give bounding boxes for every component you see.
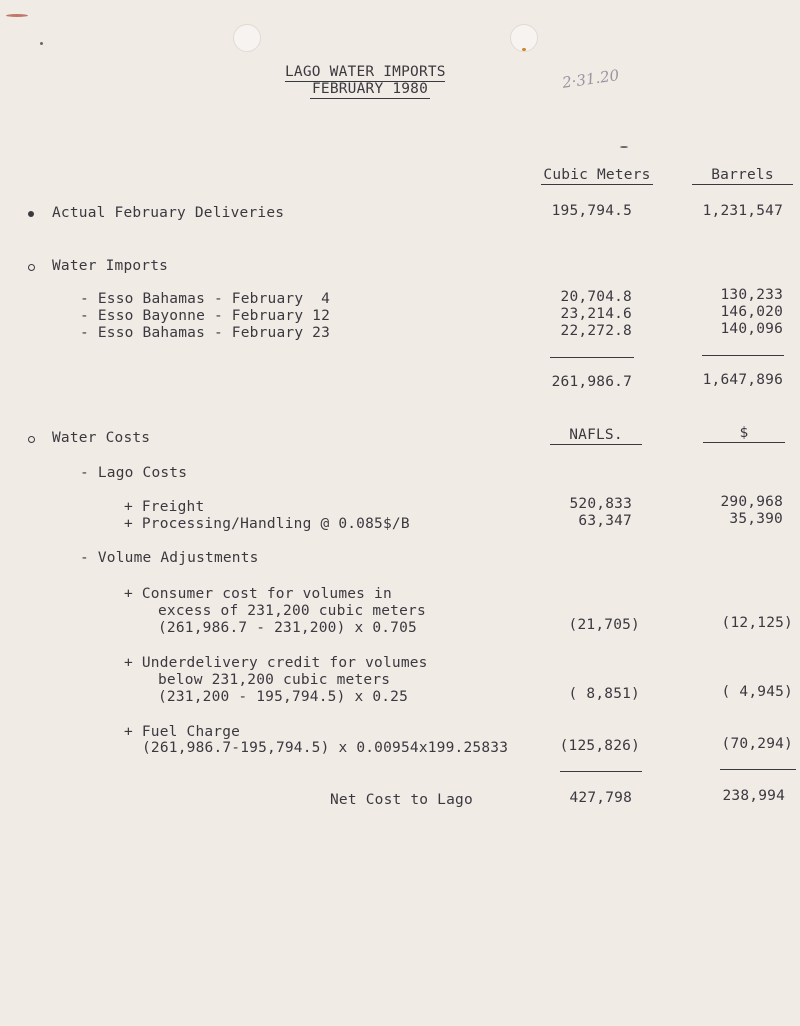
net-cost-nafls: 427,798 <box>569 790 632 806</box>
import-row-cubic-meters: 23,214.6 <box>560 306 632 322</box>
costs-heading: Water Costs <box>52 430 151 446</box>
consumer-cost-dollars: (12,125) <box>721 615 793 631</box>
deliveries-label: Actual February Deliveries <box>52 205 285 221</box>
fuel-charge-nafls: (125,826) <box>559 738 640 754</box>
paper-speck <box>620 146 628 148</box>
underdelivery-line: + Underdelivery credit for volumes <box>124 655 428 671</box>
underdelivery-nafls: ( 8,851) <box>568 686 640 702</box>
document-subtitle: FEBRUARY 1980 <box>311 81 429 97</box>
import-row-barrels: 130,233 <box>720 287 783 303</box>
processing-nafls: 63,347 <box>578 513 632 529</box>
paper-speck <box>522 48 526 51</box>
underdelivery-dollars: ( 4,945) <box>721 684 793 700</box>
lago-costs-heading: - Lago Costs <box>80 465 188 481</box>
consumer-cost-nafls: (21,705) <box>568 617 640 633</box>
import-row-cubic-meters: 22,272.8 <box>560 323 632 339</box>
imports-heading: Water Imports <box>52 258 169 274</box>
import-row-label: - Esso Bahamas - February 23 <box>80 325 331 341</box>
fuel-charge-line: (261,986.7-195,794.5) x 0.00954x199.25833 <box>142 740 509 756</box>
import-row-barrels: 140,096 <box>720 321 783 337</box>
subtotal-rule <box>702 355 784 356</box>
paper-speck <box>6 14 28 17</box>
net-cost-label: Net Cost to Lago <box>330 792 473 808</box>
total-rule <box>720 769 796 770</box>
import-row-barrels: 146,020 <box>720 304 783 320</box>
import-row-label: - Esso Bahamas - February 4 <box>80 291 331 307</box>
import-row-cubic-meters: 20,704.8 <box>560 289 632 305</box>
column-header-nafls: NAFLS. <box>550 427 642 445</box>
deliveries-barrels: 1,231,547 <box>702 203 783 219</box>
volume-adjustments-heading: - Volume Adjustments <box>80 550 259 566</box>
import-row-label: - Esso Bayonne - February 12 <box>80 308 331 324</box>
freight-nafls: 520,833 <box>569 496 632 512</box>
processing-dollars: 35,390 <box>729 511 783 527</box>
punch-hole-left <box>233 24 261 52</box>
column-header-barrels: Barrels <box>692 167 793 185</box>
consumer-cost-line: (261,986.7 - 231,200) x 0.705 <box>158 620 417 636</box>
bullet-filled <box>28 211 34 217</box>
imports-total-barrels: 1,647,896 <box>702 372 783 388</box>
paper-speck <box>40 42 43 45</box>
freight-label: + Freight <box>124 499 205 515</box>
document-title: LAGO WATER IMPORTS <box>285 64 446 80</box>
consumer-cost-line: excess of 231,200 cubic meters <box>158 603 426 619</box>
fuel-charge-dollars: (70,294) <box>721 736 793 752</box>
underdelivery-line: below 231,200 cubic meters <box>158 672 391 688</box>
bullet-open <box>28 264 35 271</box>
consumer-cost-line: + Consumer cost for volumes in <box>124 586 392 602</box>
handwritten-note: 2·31.20 <box>561 66 621 92</box>
net-cost-dollars: 238,994 <box>722 788 785 804</box>
underdelivery-line: (231,200 - 195,794.5) x 0.25 <box>158 689 409 705</box>
total-rule <box>560 771 642 772</box>
column-header-dollars: $ <box>703 425 785 443</box>
fuel-charge-line: + Fuel Charge <box>124 724 241 740</box>
freight-dollars: 290,968 <box>720 494 783 510</box>
column-header-cubic-meters: Cubic Meters <box>541 167 653 185</box>
subtotal-rule <box>550 357 634 358</box>
bullet-open <box>28 436 35 443</box>
deliveries-cubic-meters: 195,794.5 <box>551 203 632 219</box>
imports-total-cubic-meters: 261,986.7 <box>551 374 632 390</box>
processing-label: + Processing/Handling @ 0.085$/B <box>124 516 410 532</box>
